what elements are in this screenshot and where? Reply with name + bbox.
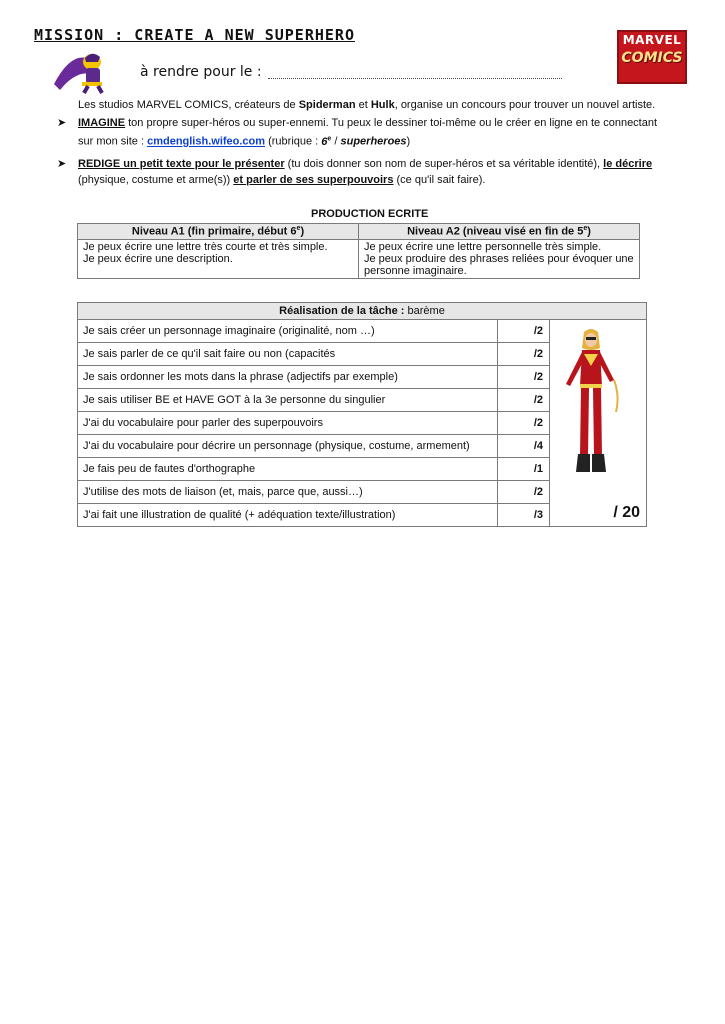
intro-and: et — [355, 99, 371, 111]
criterion-label: J'ai du vocabulaire pour parler des superpouvoirs — [78, 412, 498, 435]
bullet-redige — [78, 156, 678, 188]
level-a1-header: Niveau A1 (fin primaire, début 6e) — [78, 224, 359, 240]
page-title: MISSION : CREATE A NEW SUPERHERO — [34, 26, 355, 44]
total-score: / 20 — [613, 504, 640, 521]
grade-sup: e — [327, 135, 332, 142]
criterion-score: /2 — [498, 343, 550, 366]
criterion-score: /4 — [498, 435, 550, 458]
site-text: sur mon site : — [78, 135, 148, 148]
redige-keyword: REDIGE un petit texte pour le présenter — [78, 158, 285, 170]
criterion-score: /2 — [498, 481, 550, 504]
criterion-label: Je sais utiliser BE et HAVE GOT à la 3e personne du singulier — [78, 389, 498, 412]
grade-text: 6 — [321, 135, 328, 148]
criterion-score: /2 — [498, 412, 550, 435]
levels-table — [77, 223, 640, 279]
due-date-field[interactable] — [268, 70, 562, 79]
redige-text-2: (physique, costume et arme(s)) — [78, 174, 234, 186]
criterion-score: /2 — [498, 366, 550, 389]
intro-text-end: , organise un concours pour trouver un nouvel artiste. — [394, 99, 656, 111]
close-paren: ) — [406, 135, 411, 148]
bullet-imagine — [78, 115, 678, 150]
rubric-header: Réalisation de la tâche : barème — [78, 303, 647, 320]
criterion-score: /3 — [498, 504, 550, 527]
criterion-score: /2 — [498, 320, 550, 343]
level-a2-line: Je peux écrire une lettre personnelle très simple. — [364, 240, 602, 253]
logo-line-2: COMICS — [621, 50, 683, 66]
site-link[interactable]: cmdenglish.wifeo.com — [147, 135, 266, 148]
redige-text-3: (ce qu'il sait faire). — [393, 174, 486, 186]
level-a1-cell — [78, 239, 359, 278]
level-a1-line: Je peux écrire une description. — [83, 252, 233, 265]
level-a1-line: Je peux écrire une lettre très courte et très simple. — [83, 240, 328, 253]
criterion-score: /1 — [498, 458, 550, 481]
spiderman-name: Spiderman — [298, 99, 356, 111]
hulk-name: Hulk — [370, 99, 395, 111]
slash-text: / — [331, 135, 341, 148]
due-date-label: à rendre pour le : — [140, 64, 262, 80]
imagine-keyword: IMAGINE — [78, 117, 126, 129]
criterion-label: Je sais parler de ce qu'il sait faire ou non (capacités — [78, 343, 498, 366]
illustration-cell — [550, 320, 647, 527]
rubric-table — [77, 302, 647, 527]
level-a2-header: Niveau A2 (niveau visé en fin de 5e) — [359, 224, 640, 240]
criterion-label: J'ai fait une illustration de qualité (+ adéquation texte/illustration) — [78, 504, 498, 527]
production-title: PRODUCTION ECRITE — [311, 208, 429, 220]
criterion-label: J'utilise des mots de liaison (et, mais, parce que, aussi…) — [78, 481, 498, 504]
criterion-label: Je sais ordonner les mots dans la phrase (adjectifs par exemple) — [78, 366, 498, 389]
criterion-label: J'ai du vocabulaire pour décrire un personnage (physique, costume, armement) — [78, 435, 498, 458]
criterion-label: Je fais peu de fautes d'orthographe — [78, 458, 498, 481]
level-a2-cell — [359, 239, 640, 278]
criterion-label: Je sais créer un personnage imaginaire (originalité, nom …) — [78, 320, 498, 343]
imagine-text: ton propre super-héros ou super-ennemi. Tu peux le dessiner toi-même ou le créer en ligne en te connectant — [125, 117, 658, 129]
table-row — [78, 320, 647, 343]
superpowers-keyword: et parler de ses superpouvoirs — [233, 174, 394, 186]
intro-text: Les studios MARVEL COMICS, créateurs de — [78, 99, 299, 111]
decrire-keyword: le décrire — [603, 158, 653, 170]
arrow-bullet-icon: ➤ — [57, 117, 67, 129]
red-superheroine-icon — [556, 326, 626, 484]
purple-superhero-icon — [52, 44, 116, 94]
rubrique-text: (rubrique : — [265, 135, 322, 148]
level-a2-line: Je peux produire des phrases reliées pour évoquer une personne imaginaire. — [364, 252, 634, 277]
arrow-bullet-icon: ➤ — [57, 158, 67, 170]
redige-text: (tu dois donner son nom de super-héros et sa véritable identité), — [284, 158, 604, 170]
criterion-score: /2 — [498, 389, 550, 412]
intro-paragraph — [78, 97, 655, 113]
category-text: superheroes — [340, 135, 407, 148]
marvel-comics-logo — [617, 30, 687, 84]
logo-line-1: MARVEL — [622, 33, 682, 47]
